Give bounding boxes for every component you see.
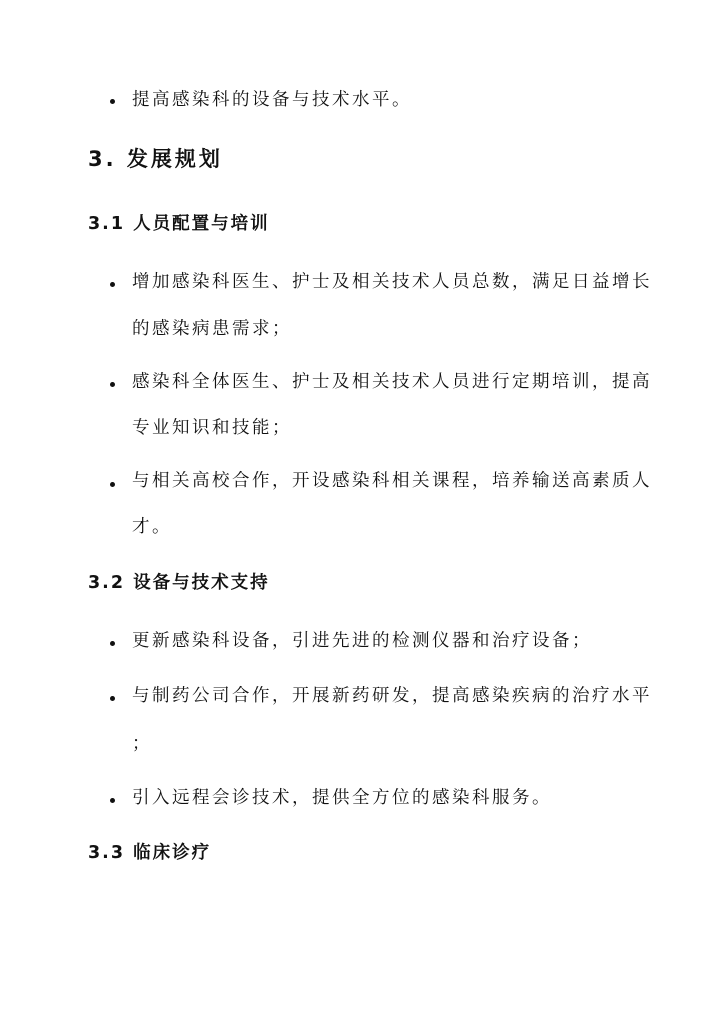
bullet-dot — [110, 696, 115, 701]
list-item-line: 专业知识和技能； — [132, 418, 292, 438]
list-item-line: 更新感染科设备，引进先进的检测仪器和治疗设备； — [132, 631, 592, 651]
intro-bullet-text: 提高感染科的设备与技术水平。 — [132, 90, 412, 110]
list-item-line: 与制药公司合作，开展新药研发，提高感染疾病的治疗水平 — [132, 686, 652, 706]
subsection-heading-3-3: 3.3 临床诊疗 — [88, 843, 212, 863]
bullet-dot — [110, 641, 115, 646]
subsection-heading-3-2: 3.2 设备与技术支持 — [88, 573, 270, 593]
bullet-dot — [110, 382, 115, 387]
subsection-heading-3-1: 3.1 人员配置与培训 — [88, 214, 270, 234]
list-item-line: 感染科全体医生、护士及相关技术人员进行定期培训，提高 — [132, 372, 652, 392]
bullet-dot — [110, 482, 115, 487]
list-item-line: 才。 — [132, 517, 172, 537]
bullet-dot — [110, 282, 115, 287]
list-item-line: 的感染病患需求； — [132, 319, 292, 339]
list-item-line: ； — [132, 734, 152, 754]
list-item-line: 引入远程会诊技术，提供全方位的感染科服务。 — [132, 788, 552, 808]
bullet-dot — [110, 798, 115, 803]
list-item-line: 与相关高校合作，开设感染科相关课程，培养输送高素质人 — [132, 471, 652, 491]
list-item-line: 增加感染科医生、护士及相关技术人员总数，满足日益增长 — [132, 272, 652, 292]
bullet-dot — [110, 99, 115, 104]
section-heading: 3. 发展规划 — [88, 147, 223, 171]
